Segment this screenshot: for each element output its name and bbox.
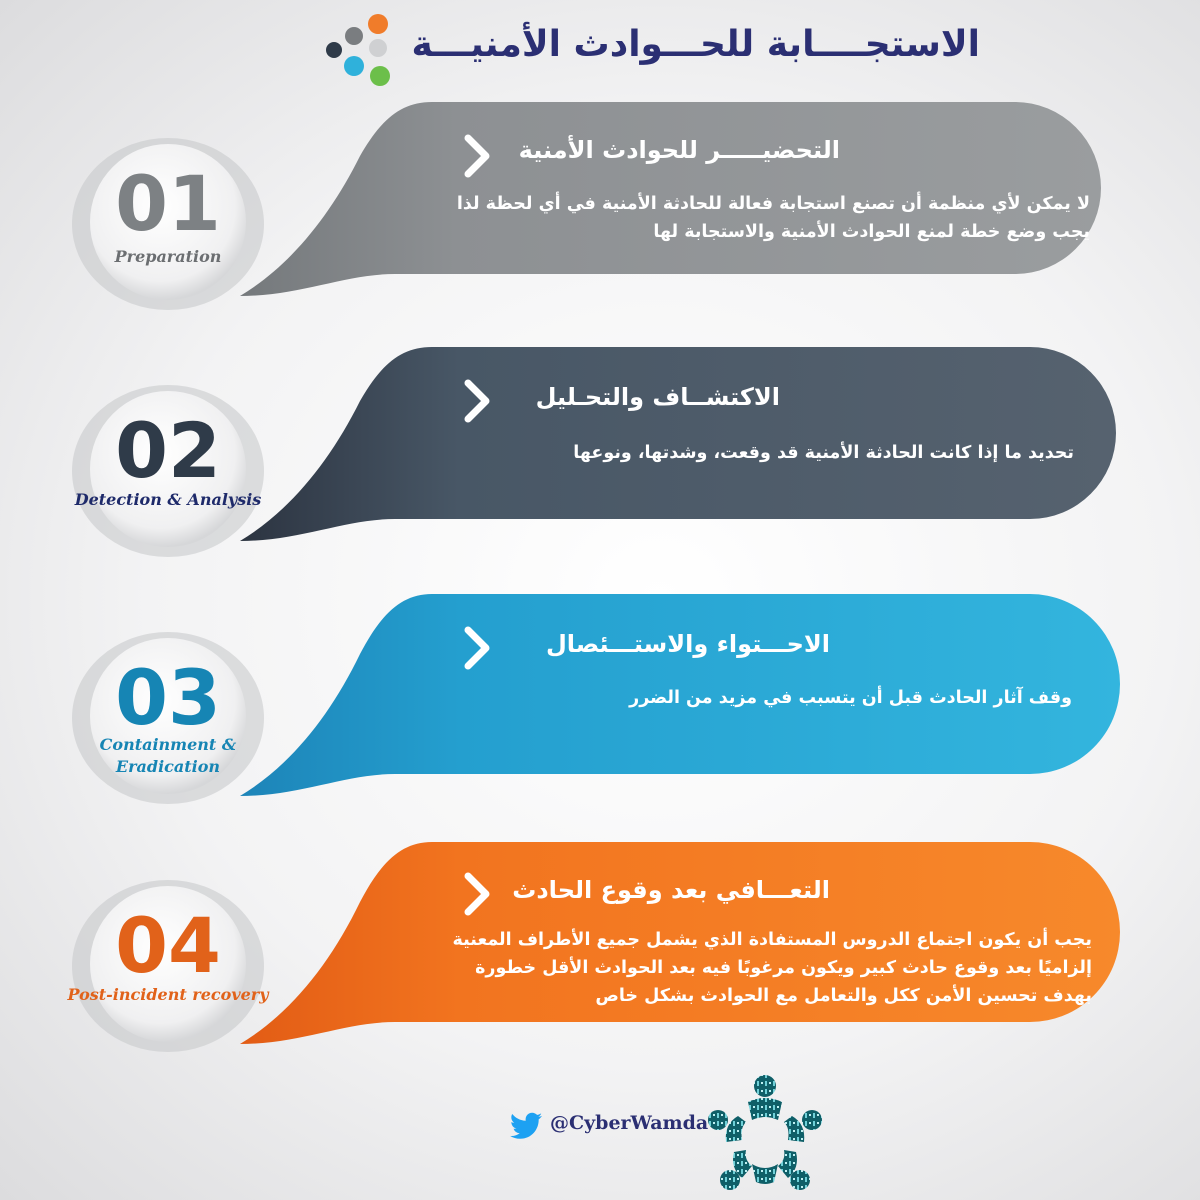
step-detection-analysis xyxy=(0,345,1200,585)
step-post-incident-recovery xyxy=(0,840,1200,1080)
step-number: 04 xyxy=(115,901,221,990)
step-preparation xyxy=(0,96,1200,336)
step-description-line: يجب وضع خطة لمنع الحوادث الأمنية والاستجابة لها xyxy=(653,222,1090,242)
step-english-name: Preparation xyxy=(114,247,222,266)
twitter-bird-icon[interactable] xyxy=(510,1112,542,1140)
step-number: 01 xyxy=(115,159,221,248)
step-description xyxy=(332,926,1092,1010)
step-title: الاكتشــاف والتحـليل xyxy=(535,383,780,411)
step-title: الاحـــتواء والاستـــئصال xyxy=(545,630,830,658)
step-title: التحضيـــــر للحوادث الأمنية xyxy=(518,136,840,164)
cyber-wamda-logo xyxy=(700,1072,830,1197)
logo-dot-dark xyxy=(326,42,342,58)
logo-dot-blue xyxy=(344,56,364,76)
step-description xyxy=(414,439,1074,467)
header-dots-logo xyxy=(318,14,398,94)
logo-dot-orange xyxy=(368,14,388,34)
step-number: 02 xyxy=(115,406,221,495)
step-title: التعـــافي بعد وقوع الحادث xyxy=(512,876,830,904)
logo-dot-light xyxy=(369,39,387,57)
step-english-name: Containment & Eradication xyxy=(99,735,237,776)
step-containment-eradication xyxy=(0,592,1200,832)
step-description-line: تحديد ما إذا كانت الحادثة الأمنية قد وقعت، وشدتها، ونوعها xyxy=(573,443,1074,463)
step-description xyxy=(370,190,1090,246)
twitter-handle[interactable]: @CyberWamda xyxy=(550,1112,709,1134)
step-description xyxy=(412,684,1072,712)
logo-dot-green xyxy=(370,66,390,86)
step-description-line: وقف آثار الحادث قبل أن يتسبب في مزيد من الضرر xyxy=(629,688,1072,708)
step-description-line: لا يمكن لأي منظمة أن تصنع استجابة فعالة للحادثة الأمنية في أي لحظة لذا xyxy=(456,194,1090,214)
step-description-line: بهدف تحسين الأمن ككل والتعامل مع الحوادث بشكل خاص xyxy=(595,986,1092,1006)
step-english-name: Detection & Analysis xyxy=(74,490,262,509)
step-description-line: يجب أن يكون اجتماع الدروس المستفادة الذي يشمل جميع الأطراف المعنية xyxy=(452,930,1092,950)
page-title: الاستجــــابة للحـــوادث الأمنيـــة xyxy=(411,24,980,65)
logo-dot-gray xyxy=(345,27,363,45)
step-number: 03 xyxy=(115,653,221,742)
step-description-line: إلزاميًا بعد وقوع حادث كبير ويكون مرغوبًا فيه بعد الحوادث الأقل خطورة xyxy=(475,958,1092,978)
step-english-name: Post-incident recovery xyxy=(67,985,269,1004)
